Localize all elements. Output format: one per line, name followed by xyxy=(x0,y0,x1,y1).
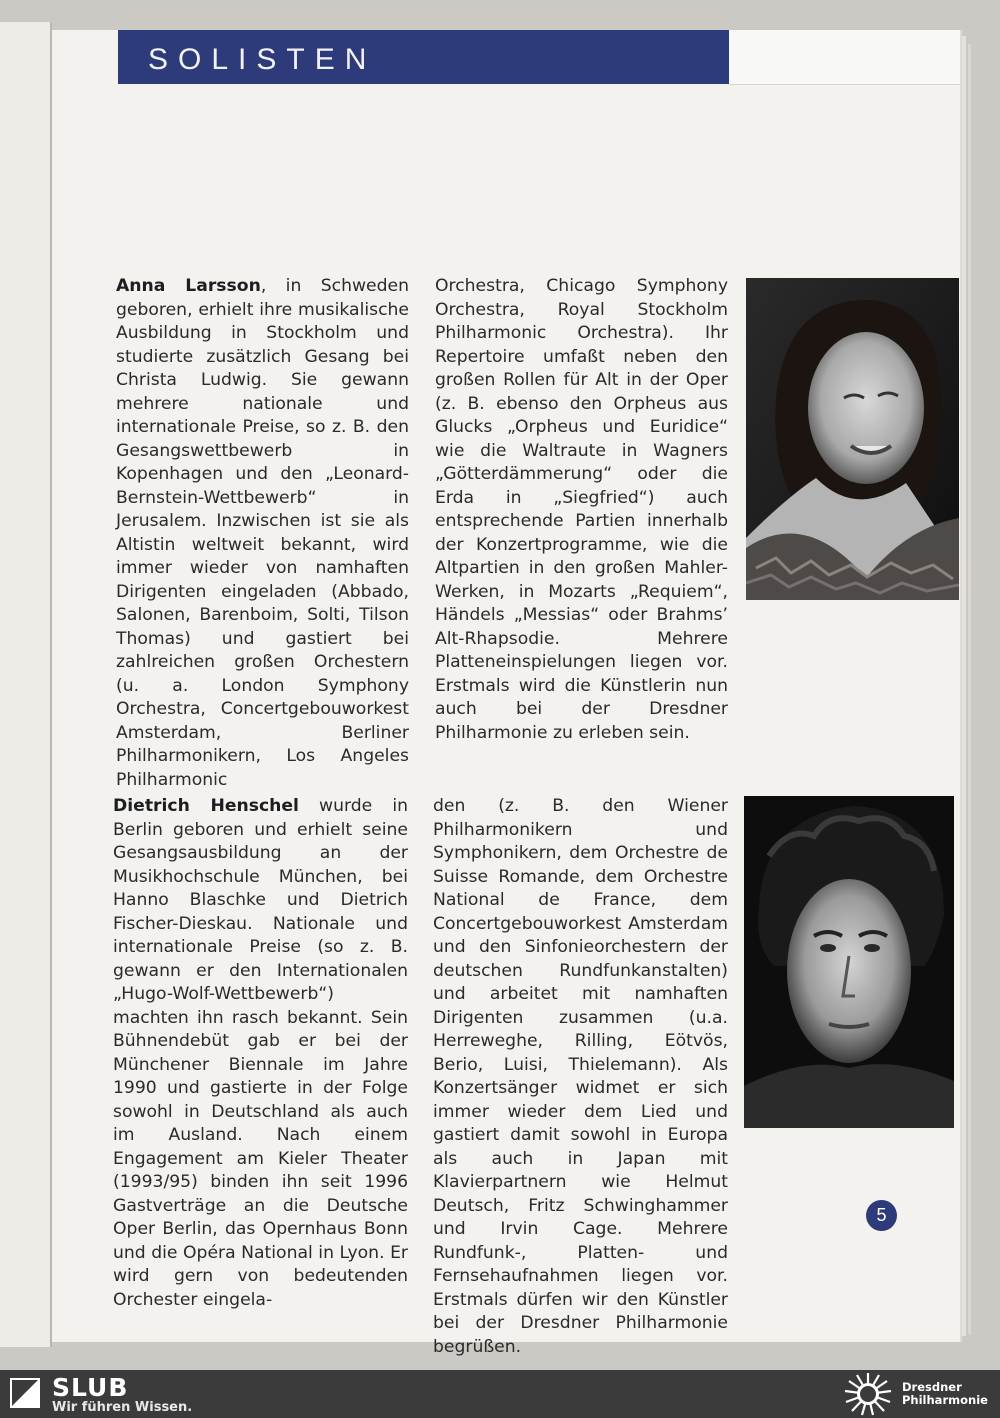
slub-logo-icon[interactable] xyxy=(10,1378,40,1408)
dresdner-philharmonie-logo-icon[interactable] xyxy=(842,1372,894,1416)
larsson-bio-text-1: , in Schweden geboren, erhielt ihre musikalische Ausbildung in Stockholm und studierte zusätzlich Gesang bei Christa Ludwig. Sie gewann mehrere nationale und internationale Preise, so z. B. den Gesangswettbewerb in Kopenhagen und den „Leonard-Bernstein-Wettbewerb“ in Jerusalem. Inzwischen ist sie als Altistin weltweit bekannt, wird immer wieder von namhaften Dirigenten eingeladen (Abbado, Salonen, Barenboim, Solti, Tilson Thomas) und gastiert bei zahlreichen großen Orchestern (u. a. London Symphony Orchestra, Concertgebouworkest Amsterdam, Berliner Philharmonikern, Los Angeles Philharmonic xyxy=(116,276,410,790)
facing-page-edge xyxy=(0,22,52,1347)
dresdner-philharmonie-name xyxy=(902,1381,988,1407)
henschel-portrait-image xyxy=(744,796,954,1128)
larsson-portrait-image xyxy=(746,278,959,600)
page-edge xyxy=(968,44,971,1334)
henschel-name: Dietrich Henschel xyxy=(113,796,299,816)
viewer-footer-bar xyxy=(0,1370,1000,1418)
page-number-badge xyxy=(866,1200,897,1231)
henschel-bio-text-2: den (z. B. den Wiener Philharmonikern und Symphonikern, dem Orchestre de Suisse Romande, dem Orchestre National de France, dem Concertgebouworkest Amsterdam und den Sinfonieorchestern der deutschen Rundfunkanstalten) und arbeitet mit namhaften Dirigenten zusammen (u.a. Herreweghe, Rilling, Eötvös, Berio, Luisi, Thielemann). Als Konzertsänger widmet er sich immer wieder dem Lied und gastiert damit sowohl in Europa als auch in Japan mit Klavierpartnern wie Helmut Deutsch, Fritz Schwinghammer und Irvin Cage. Mehrere Rundfunk-, Platten- und Fernsehaufnahmen liegen vor. Erstmals dürfen wir den Künstler bei der Dresdner Philharmonie begrüßen. xyxy=(433,796,728,1357)
larsson-bio-text-2: Orchestra, Chicago Symphony Orchestra, Royal Stockholm Philharmonic Orchestra). Ihr Repertoire umfaßt neben den großen Rollen für Alt in der Oper (z. B. ebenso den Orpheus aus Glucks „Orpheus und Euridice“ wie die Waltraute in Wagners „Götterdämmerung“ oder die Erda in „Siegfried“) auch entsprechende Partien innerhalb der Konzertprogramme, wie die Altpartien in den großen Mahler-Werken, in Mozarts „Requiem“, Händels „Messias“ oder Brahms’ Alt-Rhapsodie. Mehrere Platteneinspielungen liegen vor. Erstmals wird die Künstlerin nun auch bei der Dresdner Philharmonie zu erleben sein. xyxy=(435,276,728,743)
henschel-bio-text-1: wurde in Berlin geboren und erhielt seine Gesangsausbildung an der Musikhochschule München, bei Hanno Blaschke und Dietrich Fischer-Dieskau. Nationale und internationale Preise (so z. B. gewann er den Internationalen „Hugo-Wolf-Wettbewerb“) machten ihn rasch bekannt. Sein Bühnendebüt gab er bei der Münchener Biennale im Jahre 1990 und gastierte in der Folge sowohl in Deutschland als auch im Ausland. Nach einem Engagement am Kieler Theater (1993/95) binden ihn seit 1996 Gastverträge an die Deutsche Oper Berlin, das Opernhaus Bonn und die Opéra National in Lyon. Er wird gern von bedeutenden Orchester eingela- xyxy=(113,796,409,1310)
header-strip xyxy=(729,30,960,85)
dp-name-line-1: Dresdner xyxy=(902,1380,962,1394)
larsson-bio-column-2 xyxy=(435,275,728,745)
slub-tagline: Wir führen Wissen. xyxy=(52,1400,193,1415)
slub-name[interactable]: SLUB xyxy=(52,1373,129,1402)
henschel-portrait-photo xyxy=(744,796,954,1128)
larsson-bio-column-1 xyxy=(116,275,409,792)
dp-name-line-2: Philharmonie xyxy=(902,1393,988,1407)
larsson-name: Anna Larsson xyxy=(116,276,261,296)
page-edge xyxy=(962,36,966,1336)
henschel-bio-column-2 xyxy=(433,795,728,1359)
page-number: 5 xyxy=(876,1205,887,1225)
larsson-portrait-photo xyxy=(746,278,959,600)
section-title: SOLISTEN xyxy=(148,43,377,76)
henschel-bio-column-1 xyxy=(113,795,408,1312)
section-header xyxy=(118,30,729,84)
